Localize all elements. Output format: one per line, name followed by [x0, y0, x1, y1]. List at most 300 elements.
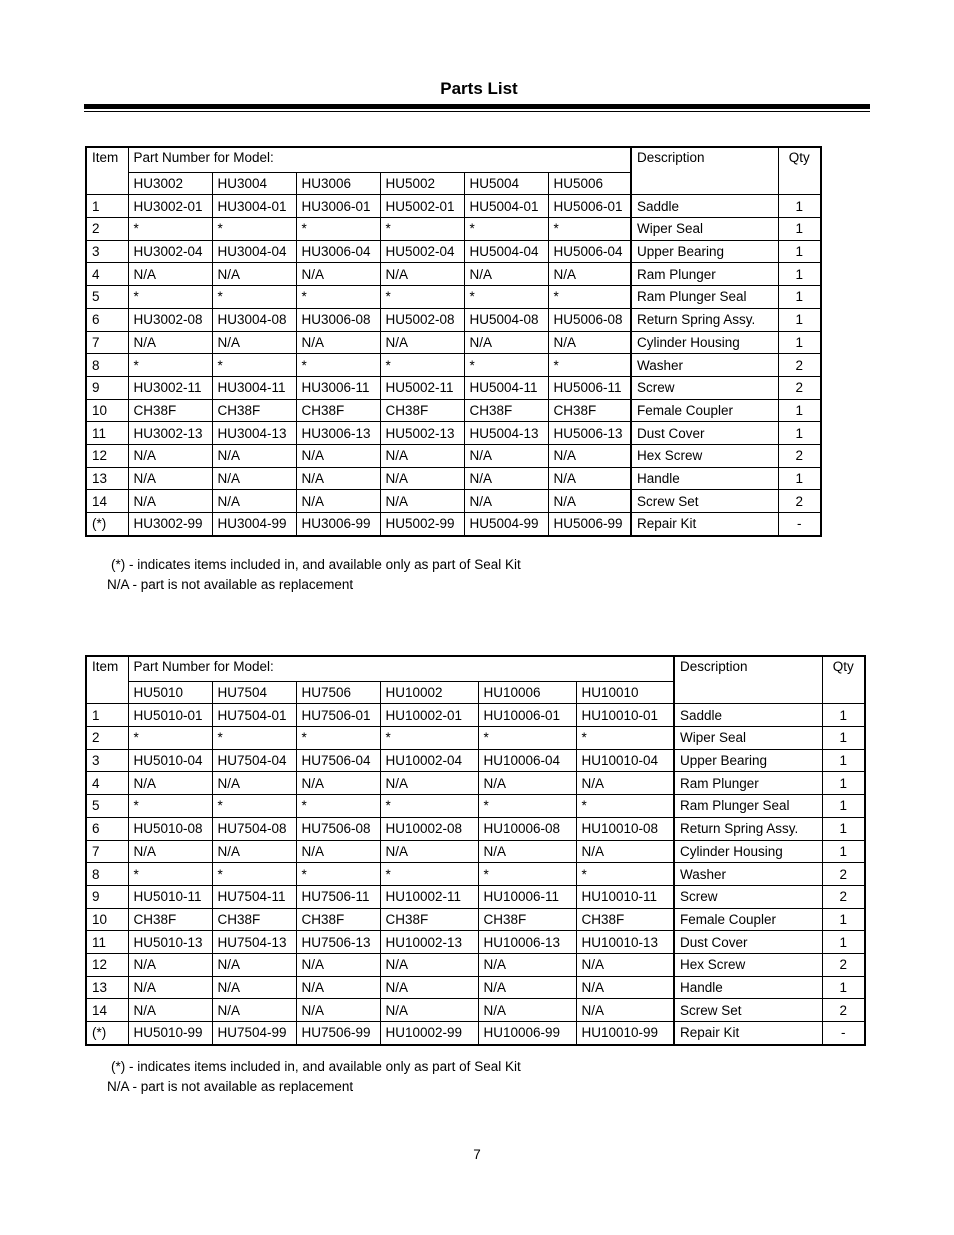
part-number-cell: * [296, 354, 380, 377]
part-number-cell: HU3002-01 [128, 195, 212, 218]
part-number-cell: * [380, 218, 464, 241]
description-cell: Repair Kit [631, 513, 778, 536]
description-cell: Screw [674, 885, 822, 908]
description-cell: Ram Plunger Seal [674, 795, 822, 818]
part-number-cell: CH38F [380, 908, 478, 931]
model-header: HU5006 [548, 172, 631, 195]
description-cell: Handle [631, 467, 778, 490]
description-cell: Female Coupler [631, 399, 778, 422]
part-number-cell: N/A [212, 490, 296, 513]
item-header: Item [86, 656, 128, 704]
part-number-cell: HU3006-04 [296, 240, 380, 263]
description-cell: Cylinder Housing [674, 840, 822, 863]
model-header: HU5002 [380, 172, 464, 195]
part-number-cell: N/A [128, 772, 212, 795]
part-number-cell: * [296, 218, 380, 241]
part-number-cell: HU10006-13 [478, 931, 576, 954]
part-number-cell: HU5006-08 [548, 308, 631, 331]
table-row [86, 749, 865, 772]
title-rule-thick [84, 104, 870, 109]
part-number-cell: N/A [296, 953, 380, 976]
part-number-cell: N/A [478, 999, 576, 1022]
qty-header: Qty [778, 147, 821, 195]
qty-cell: 1 [778, 240, 821, 263]
part-number-cell: N/A [464, 263, 548, 286]
part-number-cell: * [576, 795, 674, 818]
table-header-row [86, 656, 865, 681]
item-cell: 8 [86, 354, 128, 377]
part-number-cell: * [128, 863, 212, 886]
part-number-cell: HU3004-99 [212, 513, 296, 536]
qty-cell: 1 [822, 704, 865, 727]
part-number-cell: CH38F [576, 908, 674, 931]
part-number-cell: HU10002-11 [380, 885, 478, 908]
part-number-cell: * [380, 727, 478, 750]
part-number-cell: HU5006-99 [548, 513, 631, 536]
part-number-cell: HU3004-01 [212, 195, 296, 218]
part-number-cell: HU5004-99 [464, 513, 548, 536]
part-number-cell: N/A [576, 953, 674, 976]
qty-cell: 1 [778, 218, 821, 241]
part-number-cell: CH38F [212, 399, 296, 422]
model-header: HU7506 [296, 681, 380, 704]
part-number-cell: HU5004-13 [464, 422, 548, 445]
table-row [86, 263, 821, 286]
table-row [86, 240, 821, 263]
part-number-cell: HU10006-99 [478, 1022, 576, 1045]
part-number-cell: HU7504-99 [212, 1022, 296, 1045]
qty-cell: 1 [778, 399, 821, 422]
description-cell: Handle [674, 976, 822, 999]
parts-table-1 [85, 146, 822, 537]
part-number-cell: * [576, 727, 674, 750]
table-row [86, 795, 865, 818]
part-number-cell: N/A [576, 999, 674, 1022]
part-number-cell: * [212, 795, 296, 818]
part-number-cell: HU5004-04 [464, 240, 548, 263]
part-number-cell: * [464, 218, 548, 241]
part-number-cell: N/A [380, 772, 478, 795]
table-row [86, 286, 821, 309]
qty-cell: 1 [822, 772, 865, 795]
item-cell: 12 [86, 953, 128, 976]
part-number-cell: HU7504-01 [212, 704, 296, 727]
part-number-cell: N/A [212, 263, 296, 286]
part-number-cell: CH38F [296, 399, 380, 422]
part-number-cell: N/A [212, 953, 296, 976]
description-cell: Dust Cover [631, 422, 778, 445]
seal-kit-note: (*) - indicates items included in, and available only as part of Seal Kit [111, 557, 521, 572]
part-number-cell: HU7506-99 [296, 1022, 380, 1045]
part-number-cell: HU5006-11 [548, 376, 631, 399]
part-number-cell: HU3006-11 [296, 376, 380, 399]
part-number-cell: N/A [380, 976, 478, 999]
part-number-cell: HU10006-04 [478, 749, 576, 772]
part-number-cell: HU10006-08 [478, 817, 576, 840]
part-number-cell: HU3004-04 [212, 240, 296, 263]
item-cell: 1 [86, 195, 128, 218]
part-number-cell: * [212, 863, 296, 886]
table-row [86, 727, 865, 750]
part-number-cell: * [478, 795, 576, 818]
part-number-cell: N/A [548, 444, 631, 467]
part-number-cell: * [128, 354, 212, 377]
part-number-cell: HU5002-11 [380, 376, 464, 399]
description-cell: Ram Plunger [631, 263, 778, 286]
part-number-cell: N/A [296, 840, 380, 863]
part-number-cell: HU3002-99 [128, 513, 212, 536]
table-row [86, 444, 821, 467]
part-number-cell: N/A [296, 976, 380, 999]
part-number-cell: * [380, 795, 478, 818]
item-cell: 7 [86, 331, 128, 354]
table-row [86, 817, 865, 840]
part-number-cell: * [380, 354, 464, 377]
table-row [86, 467, 821, 490]
part-number-cell: N/A [128, 444, 212, 467]
part-number-cell: HU5002-13 [380, 422, 464, 445]
qty-cell: 1 [778, 263, 821, 286]
qty-cell: 2 [822, 953, 865, 976]
part-number-cell: HU7506-11 [296, 885, 380, 908]
table-row [86, 863, 865, 886]
part-number-cell: HU5002-08 [380, 308, 464, 331]
part-number-cell: * [478, 727, 576, 750]
part-number-cell: HU10002-99 [380, 1022, 478, 1045]
table-body [86, 195, 821, 536]
part-number-header: Part Number for Model: [128, 147, 631, 172]
part-number-cell: * [212, 354, 296, 377]
qty-cell: 1 [778, 308, 821, 331]
qty-cell: 1 [822, 840, 865, 863]
item-cell: 5 [86, 795, 128, 818]
description-cell: Cylinder Housing [631, 331, 778, 354]
part-number-cell: HU10010-04 [576, 749, 674, 772]
part-number-cell: HU5004-01 [464, 195, 548, 218]
item-cell: 11 [86, 422, 128, 445]
part-number-cell: * [380, 863, 478, 886]
part-number-cell: N/A [478, 976, 576, 999]
description-cell: Screw Set [674, 999, 822, 1022]
item-header: Item [86, 147, 128, 195]
part-number-cell: HU5010-11 [128, 885, 212, 908]
na-note: N/A - part is not available as replacement [107, 1079, 354, 1094]
table-row [86, 354, 821, 377]
description-cell: Screw [631, 376, 778, 399]
part-number-cell: N/A [380, 953, 478, 976]
qty-cell: 2 [778, 376, 821, 399]
item-cell: 2 [86, 218, 128, 241]
part-number-cell: N/A [296, 467, 380, 490]
model-header: HU5004 [464, 172, 548, 195]
model-header: HU3004 [212, 172, 296, 195]
part-number-cell: HU10010-08 [576, 817, 674, 840]
part-number-cell: HU3004-11 [212, 376, 296, 399]
part-number-cell: HU5006-04 [548, 240, 631, 263]
part-number-cell: * [212, 286, 296, 309]
description-cell: Hex Screw [674, 953, 822, 976]
parts-table-2 [85, 655, 866, 1046]
part-number-cell: N/A [478, 953, 576, 976]
part-number-cell: * [548, 218, 631, 241]
item-cell: (*) [86, 513, 128, 536]
part-number-cell: N/A [478, 772, 576, 795]
table-row [86, 953, 865, 976]
part-number-cell: HU7506-01 [296, 704, 380, 727]
part-number-cell: N/A [380, 263, 464, 286]
part-number-cell: HU5010-04 [128, 749, 212, 772]
description-cell: Upper Bearing [674, 749, 822, 772]
qty-cell: 1 [778, 422, 821, 445]
qty-cell: 2 [778, 354, 821, 377]
description-cell: Washer [674, 863, 822, 886]
model-header: HU10002 [380, 681, 478, 704]
qty-cell: 2 [778, 490, 821, 513]
qty-cell: 1 [778, 467, 821, 490]
part-number-cell: HU7504-08 [212, 817, 296, 840]
item-cell: 6 [86, 308, 128, 331]
part-number-cell: HU10010-11 [576, 885, 674, 908]
part-number-cell: HU5004-11 [464, 376, 548, 399]
table-row [86, 885, 865, 908]
table-row [86, 772, 865, 795]
part-number-cell: N/A [548, 263, 631, 286]
qty-cell: 1 [778, 286, 821, 309]
part-number-cell: N/A [212, 331, 296, 354]
part-number-cell: HU10002-04 [380, 749, 478, 772]
qty-cell: 1 [778, 195, 821, 218]
part-number-cell: * [128, 286, 212, 309]
part-number-cell: N/A [576, 976, 674, 999]
part-number-header: Part Number for Model: [128, 656, 674, 681]
description-cell: Return Spring Assy. [674, 817, 822, 840]
part-number-cell: * [548, 286, 631, 309]
item-cell: 7 [86, 840, 128, 863]
part-number-cell: N/A [296, 263, 380, 286]
table-row [86, 704, 865, 727]
table-row [86, 976, 865, 999]
part-number-cell: CH38F [464, 399, 548, 422]
item-cell: (*) [86, 1022, 128, 1045]
part-number-cell: N/A [548, 490, 631, 513]
part-number-cell: HU10002-01 [380, 704, 478, 727]
table-row [86, 399, 821, 422]
part-number-cell: CH38F [548, 399, 631, 422]
qty-cell: 1 [822, 749, 865, 772]
part-number-cell: CH38F [212, 908, 296, 931]
part-number-cell: HU3002-11 [128, 376, 212, 399]
part-number-cell: HU10010-99 [576, 1022, 674, 1045]
item-cell: 6 [86, 817, 128, 840]
qty-cell: 2 [822, 863, 865, 886]
description-cell: Repair Kit [674, 1022, 822, 1045]
part-number-cell: N/A [212, 840, 296, 863]
part-number-cell: HU7504-04 [212, 749, 296, 772]
part-number-cell: * [548, 354, 631, 377]
item-cell: 10 [86, 399, 128, 422]
part-number-cell: N/A [380, 467, 464, 490]
part-number-cell: HU3006-13 [296, 422, 380, 445]
qty-cell: 1 [822, 795, 865, 818]
part-number-cell: N/A [548, 331, 631, 354]
table-row [86, 490, 821, 513]
description-cell: Ram Plunger [674, 772, 822, 795]
description-cell: Return Spring Assy. [631, 308, 778, 331]
part-number-cell: HU3004-13 [212, 422, 296, 445]
part-number-cell: * [128, 218, 212, 241]
page-number: 7 [473, 1147, 481, 1162]
title-rule-thin [84, 111, 870, 112]
part-number-cell: N/A [128, 999, 212, 1022]
part-number-cell: N/A [478, 840, 576, 863]
part-number-cell: N/A [380, 444, 464, 467]
part-number-cell: * [296, 727, 380, 750]
table-row [86, 908, 865, 931]
part-number-cell: CH38F [128, 908, 212, 931]
part-number-cell: CH38F [380, 399, 464, 422]
part-number-cell: HU7506-04 [296, 749, 380, 772]
part-number-cell: HU10010-01 [576, 704, 674, 727]
part-number-cell: CH38F [478, 908, 576, 931]
item-cell: 9 [86, 885, 128, 908]
part-number-cell: N/A [380, 999, 478, 1022]
qty-cell: 2 [822, 885, 865, 908]
table-row [86, 931, 865, 954]
item-cell: 13 [86, 976, 128, 999]
part-number-cell: HU5010-13 [128, 931, 212, 954]
part-number-cell: * [478, 863, 576, 886]
part-number-cell: N/A [380, 490, 464, 513]
part-number-cell: HU5002-04 [380, 240, 464, 263]
na-note: N/A - part is not available as replacement [107, 577, 354, 592]
part-number-cell: N/A [128, 331, 212, 354]
qty-header: Qty [822, 656, 865, 704]
description-cell: Wiper Seal [674, 727, 822, 750]
item-cell: 3 [86, 240, 128, 263]
description-header: Description [631, 147, 778, 195]
table-row [86, 331, 821, 354]
description-cell: Upper Bearing [631, 240, 778, 263]
description-cell: Saddle [674, 704, 822, 727]
description-cell: Screw Set [631, 490, 778, 513]
item-cell: 11 [86, 931, 128, 954]
part-number-cell: N/A [212, 467, 296, 490]
part-number-cell: HU5004-08 [464, 308, 548, 331]
description-cell: Dust Cover [674, 931, 822, 954]
part-number-cell: N/A [576, 772, 674, 795]
part-number-cell: HU5002-01 [380, 195, 464, 218]
part-number-cell: HU10002-08 [380, 817, 478, 840]
part-number-cell: * [296, 795, 380, 818]
qty-cell: 2 [778, 444, 821, 467]
qty-cell: 1 [778, 331, 821, 354]
qty-cell: 1 [822, 817, 865, 840]
part-number-cell: N/A [548, 467, 631, 490]
table-row [86, 1022, 865, 1045]
part-number-cell: HU7504-11 [212, 885, 296, 908]
part-number-cell: HU3002-13 [128, 422, 212, 445]
item-cell: 13 [86, 467, 128, 490]
part-number-cell: * [128, 795, 212, 818]
qty-cell: 1 [822, 976, 865, 999]
part-number-cell: N/A [128, 976, 212, 999]
part-number-cell: N/A [128, 490, 212, 513]
table-row [86, 422, 821, 445]
item-cell: 3 [86, 749, 128, 772]
part-number-cell: HU5006-13 [548, 422, 631, 445]
description-cell: Hex Screw [631, 444, 778, 467]
part-number-cell: * [380, 286, 464, 309]
part-number-cell: CH38F [128, 399, 212, 422]
table-row [86, 840, 865, 863]
part-number-cell: N/A [464, 467, 548, 490]
table-header-row [86, 147, 821, 172]
part-number-cell: N/A [380, 331, 464, 354]
qty-cell: 1 [822, 727, 865, 750]
part-number-cell: N/A [128, 953, 212, 976]
model-header: HU3002 [128, 172, 212, 195]
item-cell: 4 [86, 772, 128, 795]
item-cell: 12 [86, 444, 128, 467]
part-number-cell: N/A [296, 490, 380, 513]
part-number-cell: HU5002-99 [380, 513, 464, 536]
part-number-cell: N/A [296, 331, 380, 354]
item-cell: 1 [86, 704, 128, 727]
item-cell: 2 [86, 727, 128, 750]
part-number-cell: HU5006-01 [548, 195, 631, 218]
part-number-cell: N/A [296, 999, 380, 1022]
item-cell: 9 [86, 376, 128, 399]
part-number-cell: N/A [128, 467, 212, 490]
item-cell: 10 [86, 908, 128, 931]
part-number-cell: N/A [212, 444, 296, 467]
part-number-cell: N/A [212, 976, 296, 999]
description-cell: Female Coupler [674, 908, 822, 931]
item-cell: 14 [86, 490, 128, 513]
description-header: Description [674, 656, 822, 704]
table-row [86, 999, 865, 1022]
part-number-cell: N/A [380, 840, 478, 863]
part-number-cell: * [576, 863, 674, 886]
model-header: HU10006 [478, 681, 576, 704]
part-number-cell: N/A [212, 772, 296, 795]
part-number-cell: HU3002-04 [128, 240, 212, 263]
part-number-cell: HU5010-01 [128, 704, 212, 727]
description-cell: Saddle [631, 195, 778, 218]
part-number-cell: N/A [464, 444, 548, 467]
part-number-cell: HU10006-11 [478, 885, 576, 908]
part-number-cell: N/A [212, 999, 296, 1022]
part-number-cell: N/A [128, 263, 212, 286]
part-number-cell: N/A [464, 490, 548, 513]
part-number-cell: HU3002-08 [128, 308, 212, 331]
item-cell: 8 [86, 863, 128, 886]
part-number-cell: HU3004-08 [212, 308, 296, 331]
model-header: HU5010 [128, 681, 212, 704]
part-number-cell: HU3006-99 [296, 513, 380, 536]
part-number-cell: HU7504-13 [212, 931, 296, 954]
model-header: HU3006 [296, 172, 380, 195]
part-number-cell: * [212, 727, 296, 750]
page-title: Parts List [440, 79, 518, 98]
part-number-cell: N/A [128, 840, 212, 863]
part-number-cell: * [212, 218, 296, 241]
table-row [86, 308, 821, 331]
part-number-cell: N/A [296, 772, 380, 795]
part-number-cell: HU10006-01 [478, 704, 576, 727]
table-row [86, 195, 821, 218]
part-number-cell: * [464, 286, 548, 309]
